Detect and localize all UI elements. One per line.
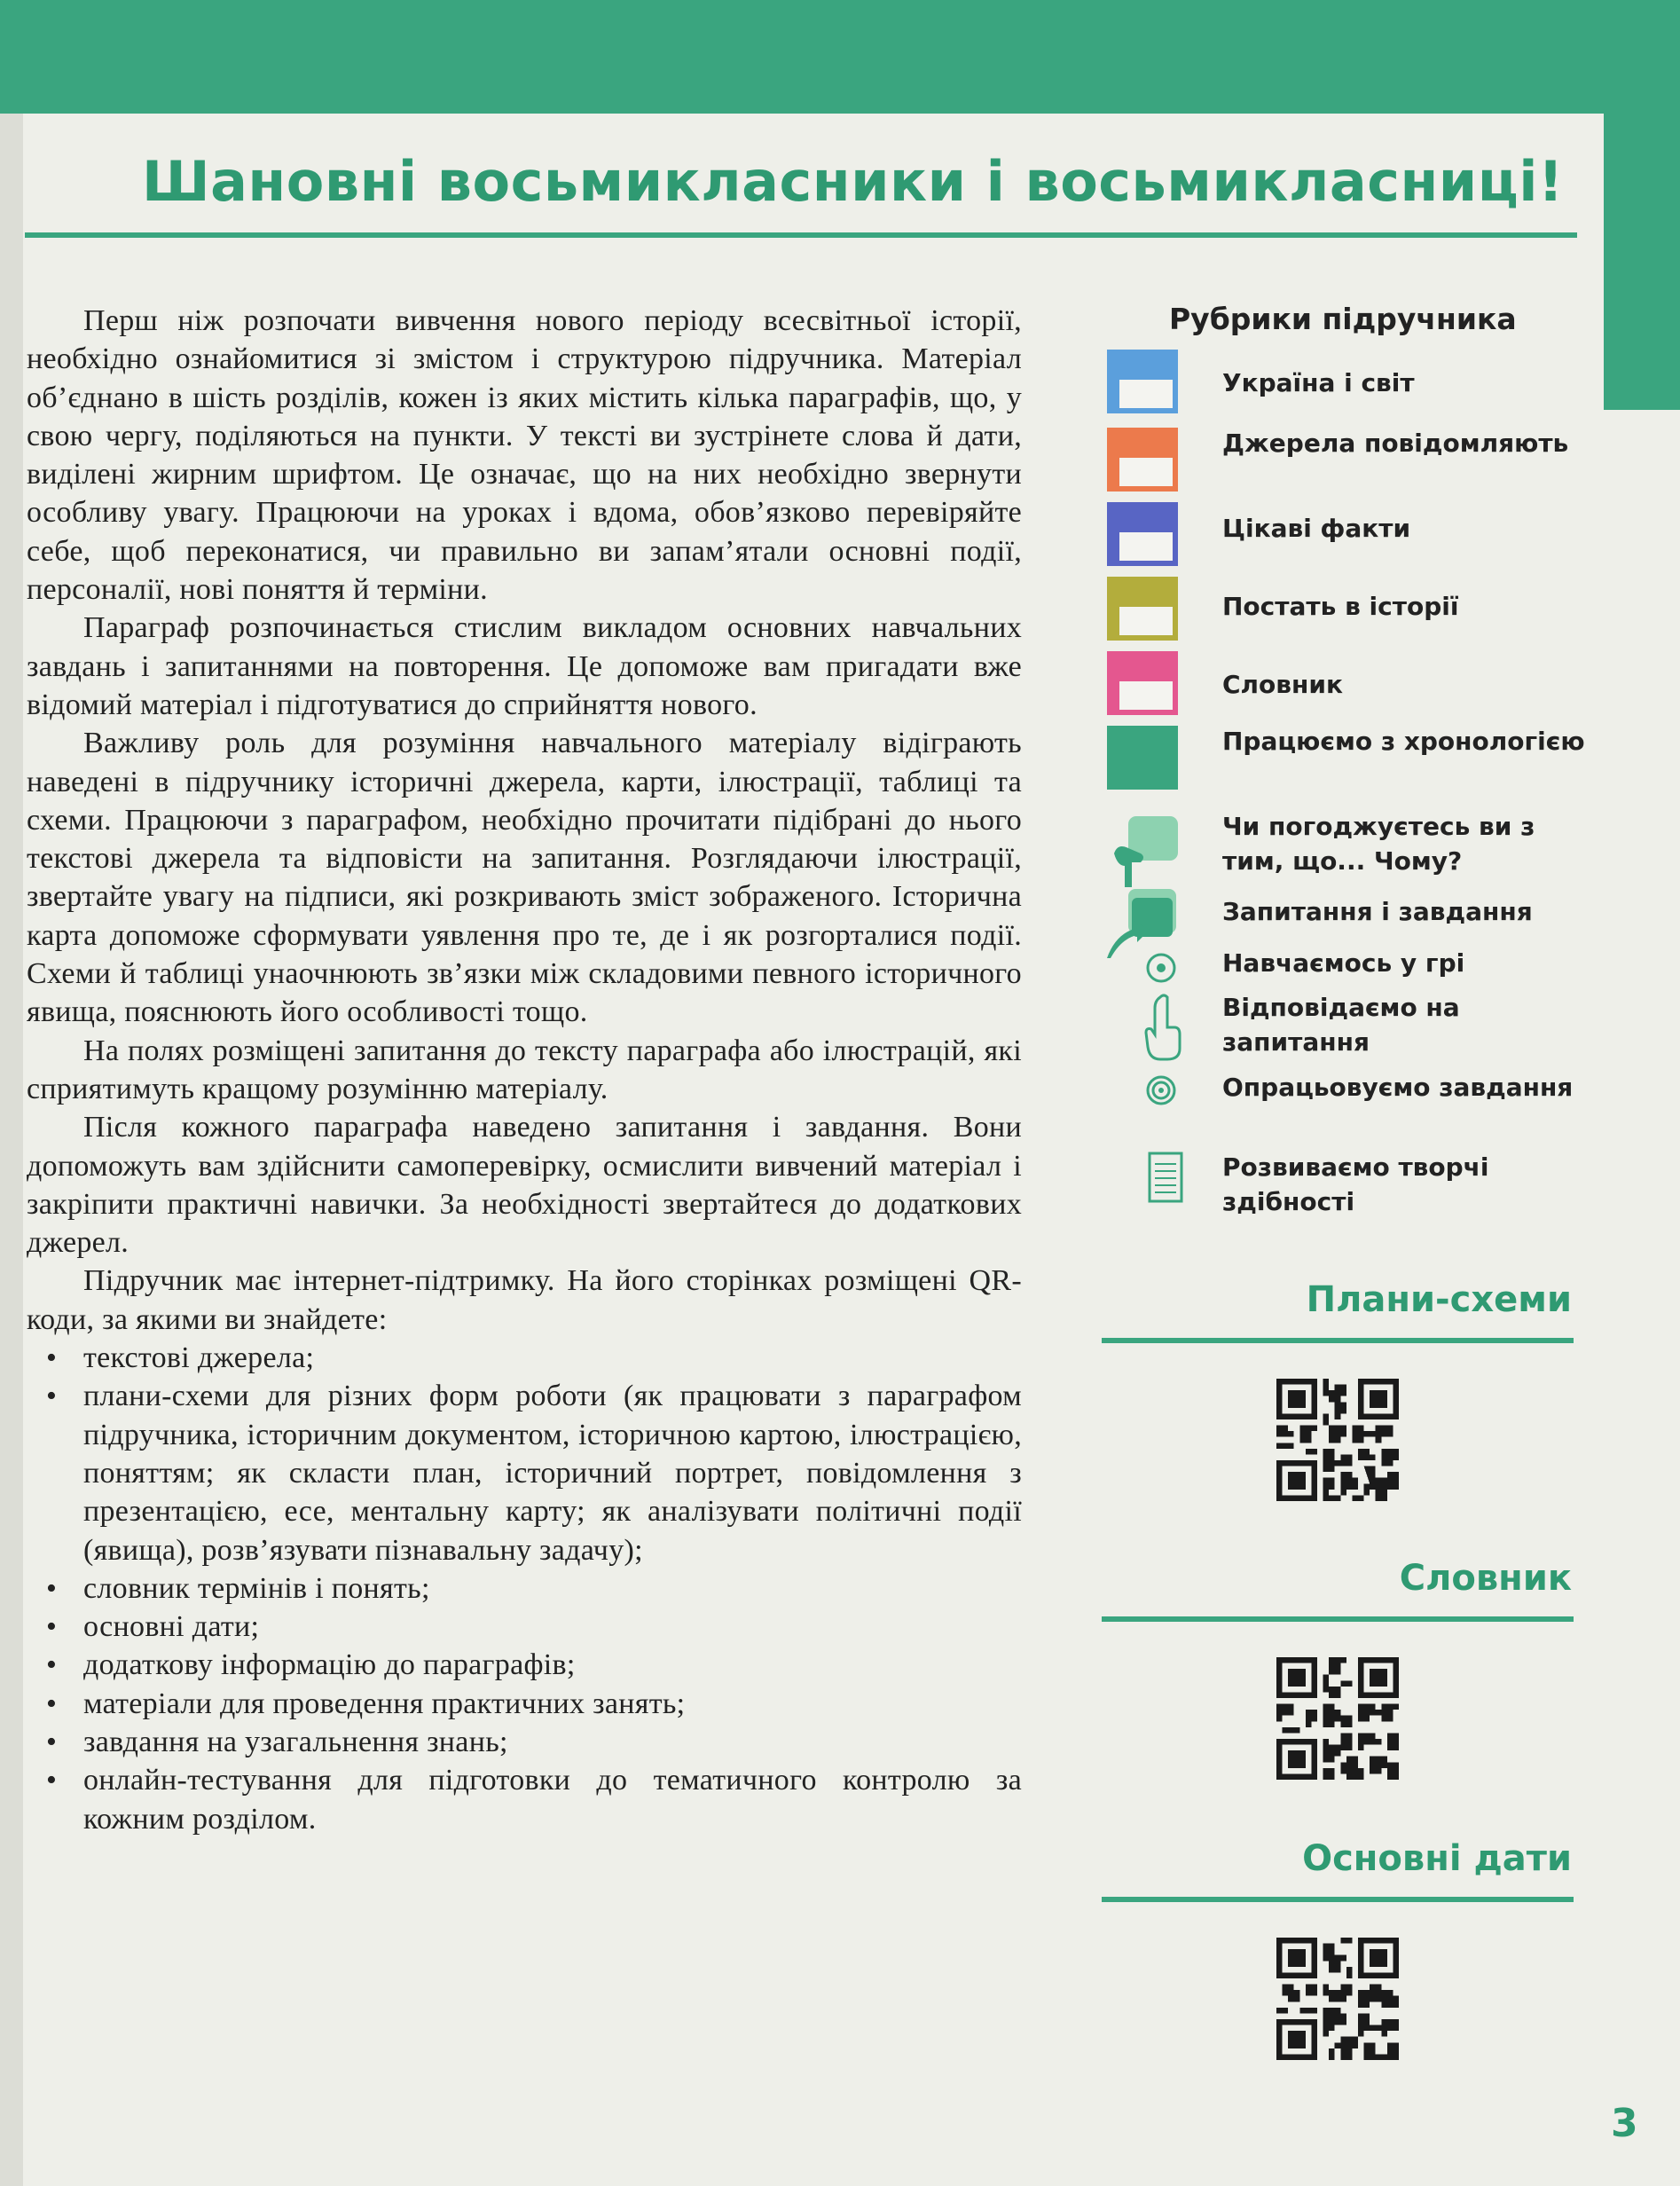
rubric-label: Постать в історії [1222,592,1459,621]
rubrics-title: Рубрики підручника [1169,302,1517,336]
qr-code-dictionary[interactable] [1274,1657,1401,1780]
rubric-label: Навчаємось у грі [1222,948,1465,978]
header-band [0,0,1680,114]
list-item: • основні дати; [27,1608,1022,1646]
section-divider [1102,1616,1574,1622]
list-item: • словник термінів і понять; [27,1569,1022,1608]
paragraph: Підручник має інтернет-підтримку. На його сторінках розміщені QR-коди, за якими ви знайдете: [27,1264,1022,1336]
list-item: • матеріали для проведення практичних занять; [27,1685,1022,1723]
list-item: • додаткову інформацію до параграфів; [27,1646,1022,1684]
section-divider [1102,1897,1574,1902]
paragraph: Параграф розпочинається стислим викладом основних навчальних завдань і запитаннями на повторення. Це допоможе вам пригадати вже відомий матеріал і підготуватися до сприйняття нового. [27,611,1022,721]
green-swatch-icon [1107,726,1178,790]
paragraph: На полях розміщені запитання до тексту параграфа або ілюстрацій, які сприятимуть кращому розумінню матеріалу. [27,1034,1022,1105]
paragraph: Важливу роль для розуміння навчального матеріалу відіграють наведені в підручнику історичні джерела, карти, ілюстрації, таблиці та схеми. Працюючи з параграфом, необхідно прочитати підібрані до нього текстові джерела та відповісти на запитання. Розглядаючи ілюстрації, звертайте увагу на підписи, які розкривають зміст зображеного. Історична карта допоможе сформувати уявлення про те, де і як розгорталися події. Схеми й таблиці унаочнюють зв’язки між складовими певного історичного явища, пояснюють його особливості тощо. [27,727,1022,1029]
qr-code-plans[interactable] [1274,1379,1401,1501]
pink-swatch-icon [1107,651,1178,715]
rubric-label: Працюємо з хронологією [1222,727,1585,756]
list-item: • плани-схеми для різних форм роботи (як працювати з параграфом підручника, історичним документом, історичною картою, ілюстрацією, поняттям; як скласти план, історичний портрет, повідомлення з презентацією, есе, ментальну карту; як аналізувати політичні події (явища), розв’язувати пізнавальну задачу); [27,1377,1022,1569]
section-title-dictionary: Словник [1399,1558,1572,1599]
rubric-label: Цікаві факти [1222,514,1411,543]
rubric-label: Опрацьовуємо завдання [1222,1073,1574,1102]
rubric-label: Розвиваємо творчі здібності [1222,1152,1489,1216]
orange-swatch-icon [1107,428,1178,491]
target-icon [1144,951,1178,985]
qr-code-dates[interactable] [1274,1938,1401,2060]
resource-list [27,1339,1022,1838]
rubric-label: Джерела повідомляють [1222,429,1569,458]
rubric-label: Відповідаємо на запитання [1222,993,1460,1057]
list-item: • онлайн-тестування для підготовки до тематичного контролю за кожним розділом. [27,1761,1022,1838]
hand-raise-icon [1144,994,1183,1061]
side-tab [1604,0,1680,410]
section-divider [1102,1338,1574,1343]
paragraph: Перш ніж розпочати вивчення нового періоду всесвітньої історії, необхідно ознайомитися зі змістом і структурою підручника. Матеріал об’єднано в шість розділів, кожен із яких містить кілька параграфів, що, у свою чергу, поділяються на пункти. У тексті ви зустрінете слова й дати, виділені жирним шрифтом. Це означає, що на них необхідно звернути особливу увагу. Працюючи на уроках і вдома, обов’язково перевіряйте себе, щоб переконатися, чи правильно ви запам’ятали основні події, персоналії, нові поняття й терміни. [27,304,1022,607]
list-item: • завдання на узагальнення знань; [27,1723,1022,1761]
main-text [27,302,1022,1838]
olive-swatch-icon [1107,577,1178,641]
rubric-label: Україна і світ [1222,368,1415,397]
list-item: • текстові джерела; [27,1339,1022,1377]
page-number: 3 [1611,2101,1638,2146]
indigo-swatch-icon [1107,502,1178,566]
page-gutter [0,0,23,2186]
bullseye-icon [1144,1073,1178,1107]
section-title-plans: Плани-схеми [1306,1279,1572,1320]
notepad-icon [1148,1152,1183,1203]
section-title-dates: Основні дати [1302,1838,1572,1879]
title-divider [25,232,1577,238]
rubric-label: Словник [1222,670,1343,699]
debate-hand-icon [1105,816,1180,892]
page-title: Шановні восьмикласники і восьмикласниці! [142,149,1564,214]
paragraph: Після кожного параграфа наведено запитання і завдання. Вони допоможуть вам здійснити самоперевірку, осмислити вивчений матеріал і закріпити практичні навички. За необхідності звертайтеся до додаткових джерел. [27,1111,1022,1260]
blue-swatch-icon [1107,350,1178,413]
rubric-label: Запитання і завдання [1222,897,1533,926]
rubric-label: Чи погоджуєтесь ви з тим, що... Чому? [1222,812,1535,876]
